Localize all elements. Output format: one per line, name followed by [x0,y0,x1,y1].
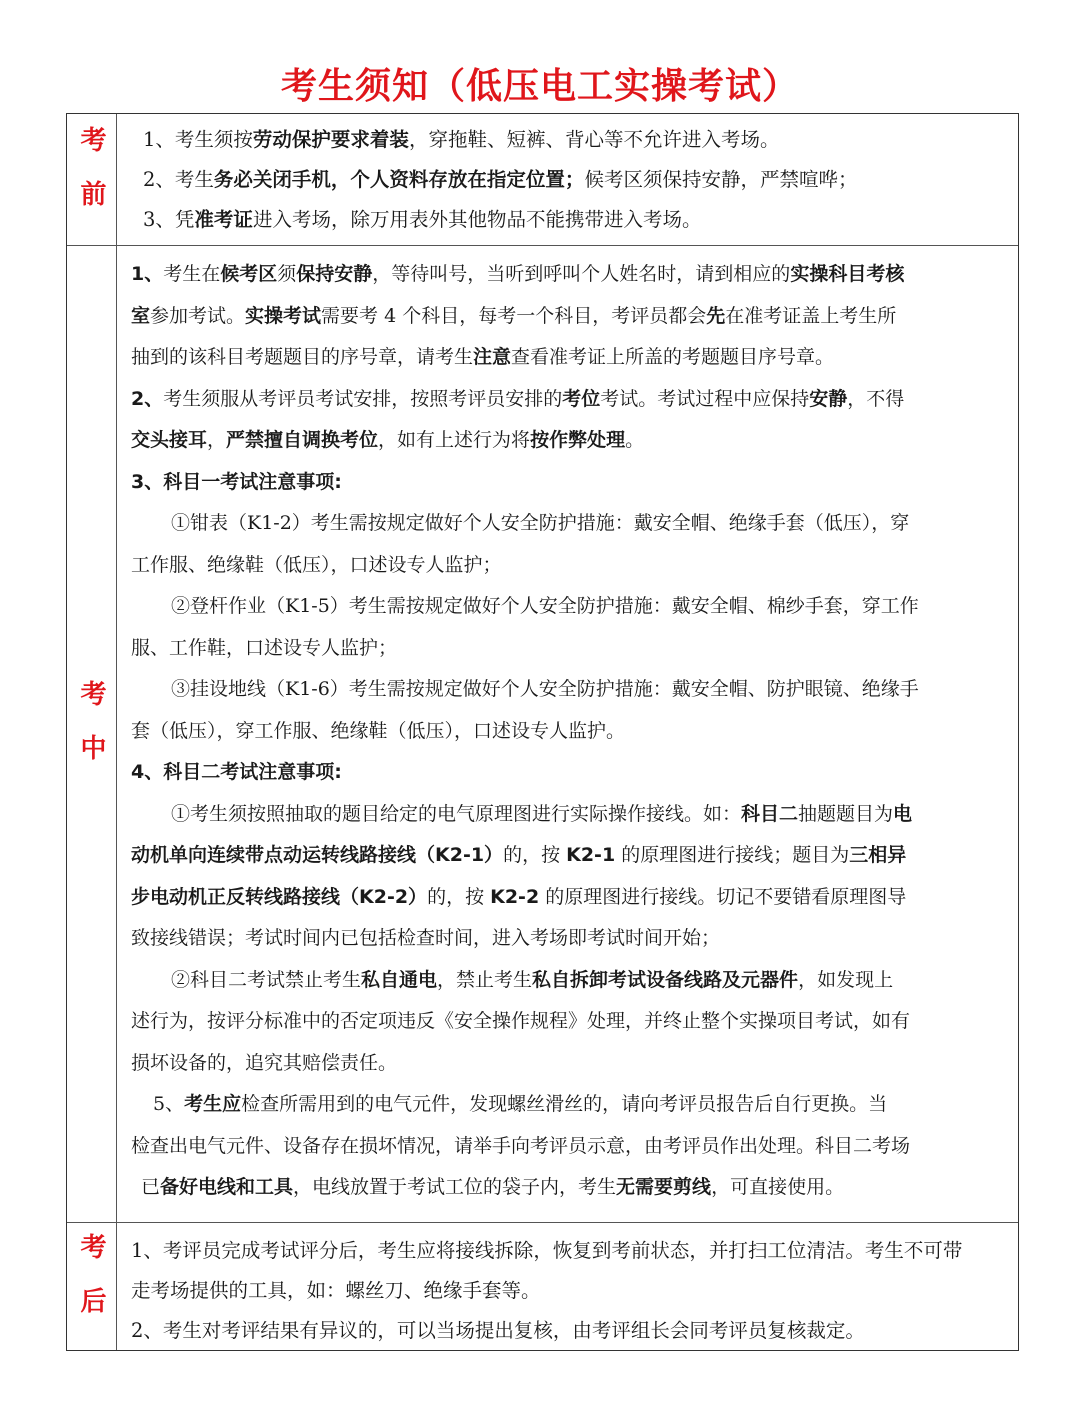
text-line [131,545,1008,587]
bold-text: 先 [706,304,726,327]
bold-text: 室 [131,304,151,327]
text-line [131,918,1008,960]
text-segment: 需要考 4 个科目，每考一个科目，考评员都会 [321,304,707,327]
text-segment: 3、凭 [143,208,195,231]
text-line [131,296,1008,338]
text-segment: 工作服、绝缘鞋（低压），口述设专人监护； [131,553,502,576]
text-segment: ，不得 [847,387,905,410]
text-segment: ，如有上述行为将 [378,429,531,451]
section-before [67,114,1018,245]
text-line [131,420,1008,462]
text-line [131,1084,1008,1126]
bold-text: 准考证 [194,208,253,231]
text-segment: 走考场提供的工具，如：螺丝刀、绝缘手套等。 [131,1279,541,1302]
bold-text: K2-1 [566,844,616,866]
text-line [131,462,1008,504]
text-segment: 考生须服从考评员考试安排，按照考评员安排的 [163,387,563,410]
text-line [131,586,1008,628]
text-segment: 套（低压），穿工作服、绝缘鞋（低压），口述设专人监护。 [131,719,626,742]
text-line [131,794,1008,836]
bold-text: 注意 [473,346,512,368]
text-segment: 述行为，按评分标准中的否定项违反《安全操作规程》处理，并终止整个实操项目考试，如有 [131,1010,911,1032]
text-segment: 考试。考试过程中应保持 [600,387,810,410]
bold-text: 4、科目二考试注意事项: [131,761,342,783]
text-segment: ②科目二考试禁止考生 [171,968,362,991]
section-content-before [117,114,1018,245]
text-line [131,503,1008,545]
bold-text: 考位 [562,387,601,410]
section-during [67,245,1018,1222]
text-segment: 损坏设备的，追究其赔偿责任。 [131,1051,398,1074]
text-line [131,1311,1008,1351]
text-segment: ③挂设地线（K1-6）考生需按规定做好个人安全防护措施：戴安全帽、防护眼镜、绝缘手 [171,678,919,700]
text-segment: 查看准考证上所盖的考题题目序号章。 [511,346,835,368]
text-segment: 服、工作鞋，口述设专人监护； [131,636,398,659]
text-line [131,877,1008,919]
text-segment: 2、考生对考评结果有异议的，可以当场提出复核，由考评组长会同考评员复核裁定。 [131,1319,865,1342]
bold-text: 2、 [131,387,164,410]
text-segment: ，如发现上 [798,968,894,991]
text-segment: ， [207,429,227,451]
text-segment: ①钳表（K1-2）考生需按规定做好个人安全防护措施：戴安全帽、绝缘手套（低压），穿 [171,512,910,534]
bold-text: K2-2 [490,885,540,908]
text-line [131,960,1008,1002]
text-segment: 候考区须保持安静，严禁喧哗； [584,168,858,191]
section-label-during: 考中 [67,246,117,1222]
text-segment: ②登杆作业（K1-5）考生需按规定做好个人安全防护措施：戴安全帽、棉纱手套，穿工作 [171,595,919,617]
text-line [131,160,1008,200]
section-label-before: 考前 [67,114,117,245]
bold-text: 交头接耳 [131,429,208,451]
bold-text: 劳动保护要求着装 [252,128,409,151]
text-segment: 抽到的该科目考题题目的序号章，请考生 [131,346,474,368]
bold-text: 严禁擅自调换考位 [226,429,379,451]
text-line [131,1126,1008,1168]
text-segment: 的原理图进行接线；题目为 [615,844,850,866]
text-segment: 检查所需用到的电气元件，发现螺丝滑丝的，请向考评员报告后自行更换。当 [241,1093,888,1115]
text-segment: 致接线错误；考试时间内已包括检查时间，进入考场即考试时间开始； [131,927,721,949]
text-segment: ①考生须按照抽取的题目给定的电气原理图进行实际操作接线。如： [171,802,742,825]
text-segment: ，穿拖鞋、短裤、背心等不允许进入考场。 [408,128,780,151]
notice-table [66,113,1019,1351]
text-segment: 2、考生 [143,168,214,191]
section-content-after [117,1223,1018,1350]
text-line [131,835,1008,877]
section-after [67,1222,1018,1350]
text-segment: ，等待叫号，当听到呼叫个人姓名时，请到相应的 [372,263,791,285]
bold-text: 科目二 [741,802,799,825]
bold-text: 备好电线和工具 [160,1176,294,1198]
text-segment: 5、 [153,1093,185,1115]
text-segment: ，电线放置于考试工位的袋子内，考生 [293,1176,617,1198]
text-line [131,1043,1008,1085]
text-segment: 的，按 [427,885,491,908]
text-segment: 1、考生须按 [143,128,253,151]
text-line [131,628,1008,670]
text-segment: 抽题题目为 [798,802,894,825]
text-line [131,669,1008,711]
bold-text: 实操考试 [245,304,322,327]
text-segment: 1、考评员完成考试评分后，考生应将接线拆除，恢复到考前状态，并打扫工位清洁。考生不可带 [131,1239,963,1262]
text-segment: 考生在 [163,263,221,285]
page-title: 考生须知（低压电工实操考试） [280,66,799,107]
text-line [131,120,1008,160]
text-segment: 参加考试。 [150,304,246,327]
bold-text: 步电动机正反转线路接线（K2-2） [131,885,428,908]
bold-text: 三相异 [849,844,907,866]
text-line [131,1167,1008,1209]
bold-text: 安静 [809,387,848,410]
text-segment: 进入考场，除万用表外其他物品不能携带进入考场。 [252,208,702,231]
bold-text: 无需要剪线 [616,1176,712,1198]
bold-text: 私自通电 [361,968,438,991]
bold-text: 1、 [131,263,164,285]
bold-text: 务必关闭手机，个人资料存放在指定位置； [213,168,585,191]
bold-text: 动机单向连续带点动运转线路接线（K2-1） [131,844,504,866]
text-segment: 的，按 [503,844,567,866]
bold-text: 电 [893,802,913,825]
bold-text: 候考区 [220,263,278,285]
section-content-during [117,246,1018,1222]
text-segment: 须 [277,263,297,285]
bold-text: 3、科目一考试注意事项: [131,470,342,493]
text-segment: 已 [141,1176,161,1198]
text-segment: 的原理图进行接线。切记不要错看原理图导 [539,885,907,908]
text-line [131,711,1008,753]
bold-text: 保持安静 [296,263,373,285]
bold-text: 私自拆卸考试设备线路及元器件 [532,968,799,991]
text-line [131,1231,1008,1271]
text-line [131,254,1008,296]
bold-text: 按作弊处理 [530,429,626,451]
text-segment: 在准考证盖上考生所 [725,304,897,327]
text-line [131,200,1008,240]
bold-text: 实操科目考核 [790,263,905,285]
text-segment: ，可直接使用。 [711,1176,845,1198]
bold-text: 考生应 [184,1093,242,1115]
text-line [131,1271,1008,1311]
text-segment: 。 [625,429,645,451]
text-line [131,337,1008,379]
text-line [131,379,1008,421]
text-line [131,1001,1008,1043]
section-label-after: 考后 [67,1223,117,1350]
text-segment: ，禁止考生 [437,968,533,991]
text-segment: 检查出电气元件、设备存在损坏情况，请举手向考评员示意，由考评员作出处理。科目二考场 [131,1134,911,1157]
text-line [131,752,1008,794]
